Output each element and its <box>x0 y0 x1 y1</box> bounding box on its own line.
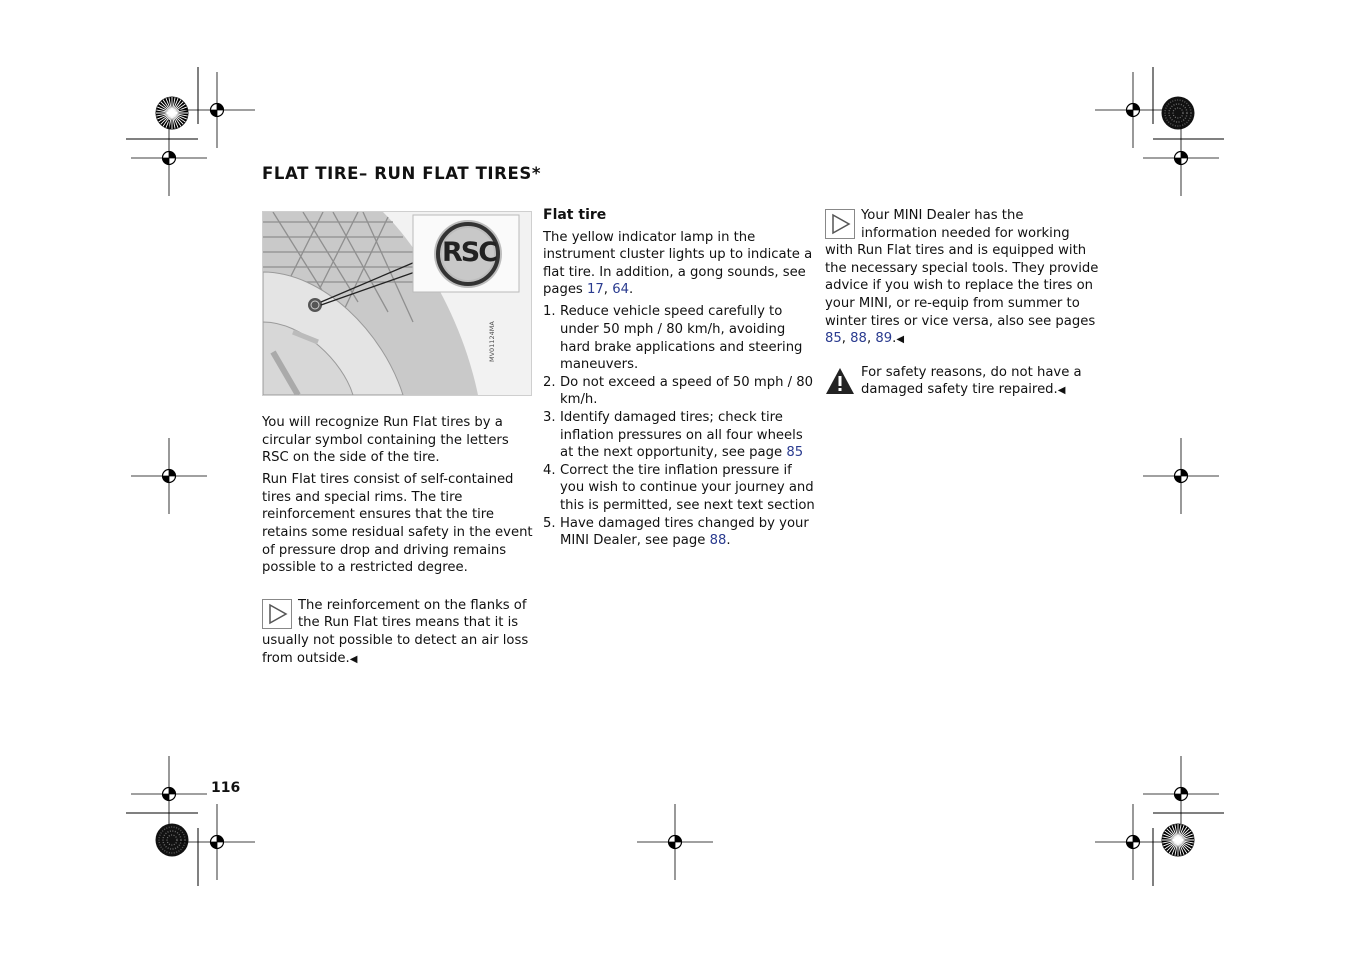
list-item: 1. Reduce vehicle speed carefully to under 50 mph / 80 km/h, avoiding hard brake applications and steering maneuvers. <box>543 304 803 373</box>
page-number: 116 <box>211 780 241 796</box>
rsc-badge-text: RSC <box>441 237 497 268</box>
end-of-section-triangle-icon: ◀ <box>349 653 358 665</box>
link-page-64[interactable]: 64 <box>612 282 629 298</box>
link-page-17[interactable]: 17 <box>587 282 604 298</box>
note-reinforcement <box>262 597 538 668</box>
warning-safety-tire <box>825 364 1100 400</box>
warning-triangle-icon <box>825 366 855 396</box>
column-middle <box>543 207 815 550</box>
paragraph-rsc-symbol: You will recognize Run Flat tires by a circular symbol containing the letters RSC on the side of the tire. <box>262 415 509 466</box>
note-triangle-icon <box>262 599 292 629</box>
flat-tire-steps <box>543 303 815 549</box>
link-page-89[interactable]: 89 <box>875 331 893 347</box>
link-page-85[interactable]: 85 <box>786 445 804 461</box>
list-item: 3. Identify damaged tires; check tire inflation pressures on all four wheels at the next opportunity, see page 85 <box>543 410 804 461</box>
list-item: 5. Have damaged tires changed by your MINI Dealer, see page 88. <box>543 515 809 549</box>
indicator-lamp-text: The yellow indicator lamp in the instrument cluster lights up to indicate a flat tire. In addition, a gong sounds, see pages <box>543 229 813 298</box>
link-page-85[interactable]: 85 <box>825 331 842 347</box>
note-mini-dealer-text: Your MINI Dealer has the information needed for working with Run Flat tires and is equipped with the necessary special tools. They provide advice if you wish to replace the tires on your MINI, or re-equip from summer to winter tires or vice versa, also see pages <box>825 208 1099 329</box>
list-item: 4. Correct the tire inflation pressure if you wish to continue your journey and this is permitted, see next text section <box>543 462 815 513</box>
note-mini-dealer: Your MINI Dealer has the information needed for working with Run Flat tires and is equipped with the necessary special tools. They provide advice if you wish to replace the tires on your MINI, or re-equip from summer to winter tires or vice versa, also see pages 85, 88, 89.◀ <box>825 208 1099 347</box>
note-reinforcement-text: The reinforcement on the flanks of the Run Flat tires means that it is usually not possible to detect an air loss from outside. <box>262 597 529 666</box>
link-page-88[interactable]: 88 <box>850 331 867 347</box>
end-of-section-triangle-icon: ◀ <box>896 334 905 346</box>
note-triangle-icon <box>825 209 855 239</box>
link-page-88[interactable]: 88 <box>709 533 727 549</box>
page-title: FLAT TIRE– RUN FLAT TIRES* <box>262 164 542 183</box>
end-of-section-triangle-icon: ◀ <box>1057 385 1066 397</box>
heading-flat-tire: Flat tire <box>543 207 607 223</box>
column-left <box>262 414 538 668</box>
column-right <box>825 207 1100 400</box>
warning-safety-tire-text: For safety reasons, do not have a damaged safety tire repaired. <box>861 364 1082 398</box>
list-item: 2. Do not exceed a speed of 50 mph / 80 km/h. <box>543 374 814 408</box>
figure-code: MV01124MA <box>488 321 496 362</box>
paragraph-indicator-lamp: The yellow indicator lamp in the instrument cluster lights up to indicate a flat tire. In addition, a gong sounds, see pages 17, 64. <box>543 229 813 298</box>
tire-illustration <box>262 211 532 396</box>
paragraph-run-flat-construction: Run Flat tires consist of self-contained tires and special rims. The tire reinforcement ensures that the tire retains some residual safety in the event of pressure drop and driving remains possible to a restricted degree. <box>262 472 533 576</box>
